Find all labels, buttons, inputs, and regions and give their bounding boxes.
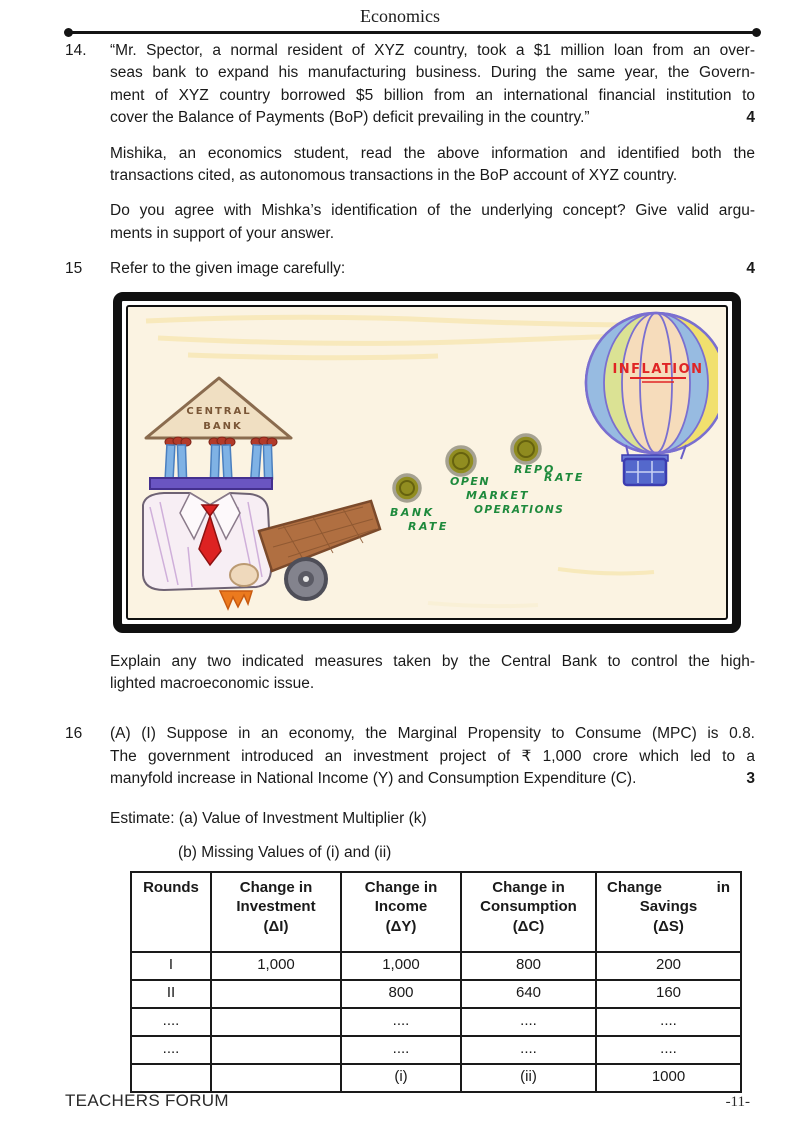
table-cell: 800 <box>341 980 461 1008</box>
q16-estimate-a: Estimate: (a) Value of Investment Multiplier (k) <box>110 809 427 827</box>
table-cell: (i) <box>341 1064 461 1092</box>
table-cell: 640 <box>461 980 596 1008</box>
question-number: 16 <box>65 725 83 743</box>
question-14 <box>65 40 755 258</box>
repo-label-line2: RATE <box>544 470 585 484</box>
question-16 <box>65 723 755 1092</box>
q14-paragraph-1 <box>110 40 755 130</box>
q14-marks: 4 <box>746 109 755 127</box>
paragraph-line: seas bank to expand his manufacturing business. During the same year, the Govern- <box>110 64 755 82</box>
illustration-inner-border <box>126 305 728 620</box>
central-bank-label-line2: BANK <box>203 420 243 432</box>
table-cell <box>211 1064 341 1092</box>
header-rule <box>68 31 757 34</box>
table-header-savings <box>596 872 741 952</box>
wheel-hub <box>303 576 309 582</box>
table-row <box>131 1008 741 1036</box>
table-cell: .... <box>131 1008 211 1036</box>
header-line: (ΔS) <box>653 917 684 935</box>
table-cell <box>211 980 341 1008</box>
table-cell: .... <box>341 1008 461 1036</box>
purple-beam <box>150 478 272 489</box>
table-row <box>131 952 741 980</box>
question-number: 14. <box>65 42 87 59</box>
table-cell: .... <box>341 1036 461 1064</box>
table-header-income <box>341 872 461 952</box>
header-line: Change in <box>239 878 313 896</box>
leg-columns <box>165 444 272 478</box>
table-cell: .... <box>131 1036 211 1064</box>
omo-label-line2: MARKET <box>466 488 530 502</box>
header-line: Rounds <box>143 878 199 896</box>
header-line: (ΔC) <box>512 917 545 935</box>
table-cell: 1000 <box>596 1064 741 1092</box>
table-cell: 200 <box>596 952 741 980</box>
paragraph-line: Mishika, an economics student, read the above information and identified both the <box>110 144 755 162</box>
coin-omo <box>447 447 475 475</box>
multiplier-table <box>130 871 742 1093</box>
paragraph-line: lighted macroeconomic issue. <box>110 675 315 693</box>
q15-explain-paragraph <box>110 651 755 696</box>
paragraph-line: The government introduced an investment project of ₹ 1,000 crore which led to a <box>110 747 755 765</box>
table-header-rounds <box>131 872 211 952</box>
paragraph-line: transactions cited, as autonomous transactions in the BoP account of XYZ country. <box>110 167 678 185</box>
paragraph-line: “Mr. Spector, a normal resident of XYZ country, took a $1 million loan from an over- <box>110 42 755 59</box>
omo-label-line3: OPERATIONS <box>474 503 565 516</box>
table-cell <box>211 1008 341 1036</box>
header-line: Change in <box>364 878 438 896</box>
coin-repo <box>512 435 540 463</box>
header-line: (ΔI) <box>263 917 289 935</box>
table-cell: .... <box>461 1008 596 1036</box>
table-cell: 160 <box>596 980 741 1008</box>
header-line: Investment <box>236 898 316 915</box>
fist <box>230 564 258 586</box>
paragraph-line: ment of XYZ country borrowed $5 billion from an international financial institution to <box>110 86 755 104</box>
paragraph-line: manyfold increase in National Income (Y) and Consumption Expenditure (C). <box>110 770 637 788</box>
table-cell: 1,000 <box>341 952 461 980</box>
header-line: (ΔY) <box>385 917 417 935</box>
q16-marks: 3 <box>746 770 755 788</box>
table-header-row <box>131 872 741 952</box>
omo-label-line1: OPEN <box>450 474 491 488</box>
q15-marks: 4 <box>746 260 755 278</box>
table-cell: (ii) <box>461 1064 596 1092</box>
paragraph-line: cover the Balance of Payments (BoP) deficit prevailing in the country.” <box>110 109 590 127</box>
header-line: Consumption <box>480 898 577 915</box>
table-cell: .... <box>596 1036 741 1064</box>
header-line: Change in <box>492 878 565 896</box>
table-cell: .... <box>461 1036 596 1064</box>
page-footer <box>65 1090 750 1113</box>
q15-prompt: Refer to the given image carefully: <box>110 260 346 278</box>
table-cell: II <box>131 980 211 1008</box>
paragraph-line: Explain any two indicated measures taken by the Central Bank to control the high- <box>110 652 755 670</box>
table-body <box>131 952 741 1092</box>
inflation-label: INFLATION <box>612 361 704 377</box>
paragraph-line: (A) (I) Suppose in an economy, the Marginal Propensity to Consume (MPC) is 0.8. <box>110 725 755 743</box>
paragraph-line: Do you agree with Mishka’s identification of the underlying concept? Give valid argu- <box>110 202 755 220</box>
header-line: Change in <box>607 878 730 896</box>
table-cell: 800 <box>461 952 596 980</box>
table-header-investment <box>211 872 341 952</box>
page-number: -11- <box>725 1094 750 1110</box>
question-number: 15 <box>65 260 83 278</box>
question-number-spacer <box>65 651 110 709</box>
illustration-frame <box>113 292 741 633</box>
table-row <box>131 1064 741 1092</box>
footer-brand: TEACHERS FORUM <box>65 1091 229 1110</box>
page-title: Economics <box>360 6 440 26</box>
question-15 <box>65 258 755 280</box>
q14-paragraph-3 <box>110 200 755 245</box>
table-cell <box>131 1064 211 1092</box>
q15-explain <box>65 651 755 709</box>
table-cell: I <box>131 952 211 980</box>
bank-rate-label-line1: BANK <box>390 505 435 519</box>
paragraph-line: ments in support of your answer. <box>110 224 335 242</box>
table-cell <box>211 1036 341 1064</box>
q16-estimate-b: (b) Missing Values of (i) and (ii) <box>178 844 392 862</box>
bank-rate-label-line2: RATE <box>408 519 449 533</box>
repo-label-line1: REPO <box>514 462 556 476</box>
central-bank-inflation-drawing <box>128 307 718 618</box>
header-line: Income <box>374 898 428 915</box>
header-line: Savings <box>639 898 698 915</box>
central-bank-label-line1: CENTRAL <box>186 405 252 417</box>
q14-paragraph-2 <box>110 143 755 188</box>
table-row <box>131 1036 741 1064</box>
coin-bank-rate <box>394 475 420 501</box>
table-row <box>131 980 741 1008</box>
q16-paragraph <box>110 723 755 790</box>
table-header-consumption <box>461 872 596 952</box>
table-cell: 1,000 <box>211 952 341 980</box>
table-cell: .... <box>596 1008 741 1036</box>
